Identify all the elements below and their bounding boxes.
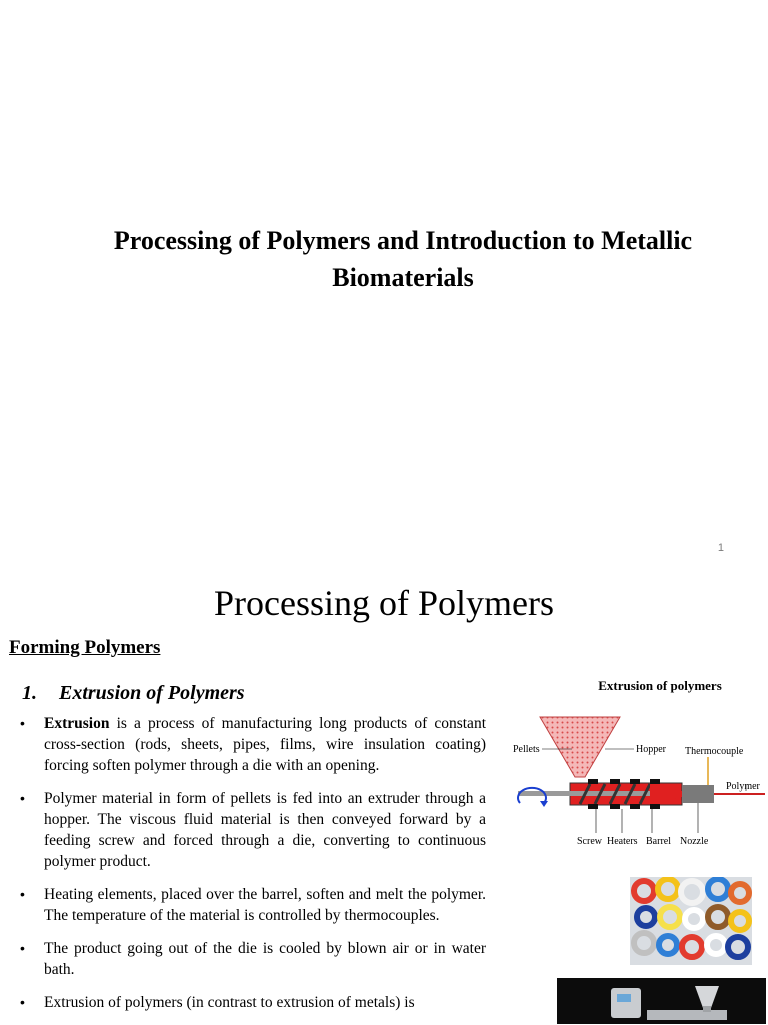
label-thermocouple: Thermocouple — [685, 746, 744, 757]
list-item — [20, 788, 486, 872]
subsection-title: Extrusion of Polymers — [59, 682, 245, 704]
bullet-icon: • — [20, 940, 25, 956]
list-item — [20, 938, 486, 980]
diagram-title: Extrusion of polymers — [598, 678, 722, 693]
list-item — [20, 884, 486, 926]
nozzle-shape — [682, 785, 714, 803]
bullet-icon: • — [20, 790, 25, 806]
bullet-icon: • — [20, 715, 25, 731]
extruded-tubes-photo — [630, 877, 752, 965]
label-hopper: Hopper — [636, 744, 666, 755]
label-nozzle: Nozzle — [680, 836, 709, 847]
subsection-heading — [22, 681, 245, 705]
bullet-text: Polymer material in form of pellets is fed into an extruder through a hopper. The viscous fluid material is then conveyed forward by a feeding screw and forced through a die, converting to continuous polymer product. — [44, 790, 486, 870]
extruder-diagram — [510, 705, 768, 855]
rotation-arrowhead-icon — [540, 801, 548, 807]
subsection-number: 1. — [22, 682, 37, 704]
slide2-title: Processing of Polymers — [214, 583, 554, 623]
bullet-text: The product going out of the die is cooled by blown air or in water bath. — [44, 940, 486, 978]
bullet-text: Extrusion of polymers (in contrast to extrusion of metals) is — [44, 994, 415, 1011]
section-heading: Forming Polymers — [9, 637, 161, 658]
label-heaters: Heaters — [607, 836, 638, 847]
bullet-icon: • — [20, 994, 25, 1010]
label-screw: Screw — [577, 836, 602, 847]
page-number: 1 — [717, 542, 724, 554]
hopper-shape — [540, 717, 620, 777]
bullet-bold: Extrusion — [44, 715, 110, 732]
bullet-text: is a process of manufacturing long products of constant cross-section (rods, sheets, pipes, films, wire insulation coating) forcing soften polymer through a die with an opening. — [44, 715, 486, 774]
bullet-text: Heating elements, placed over the barrel, soften and melt the polymer. The temperature of the material is controlled by thermocouples. — [44, 886, 486, 924]
label-pellets: Pellets — [513, 744, 540, 755]
label-barrel: Barrel — [646, 836, 671, 847]
list-item — [20, 713, 486, 776]
bullet-list — [20, 713, 486, 1025]
bullet-icon: • — [20, 886, 25, 902]
label-polymer: Polymer — [726, 781, 760, 792]
list-item — [20, 992, 486, 1013]
slide1-title: Processing of Polymers and Introduction to Metallic Biomaterials — [113, 226, 693, 292]
extruder-machine-photo — [557, 978, 766, 1024]
